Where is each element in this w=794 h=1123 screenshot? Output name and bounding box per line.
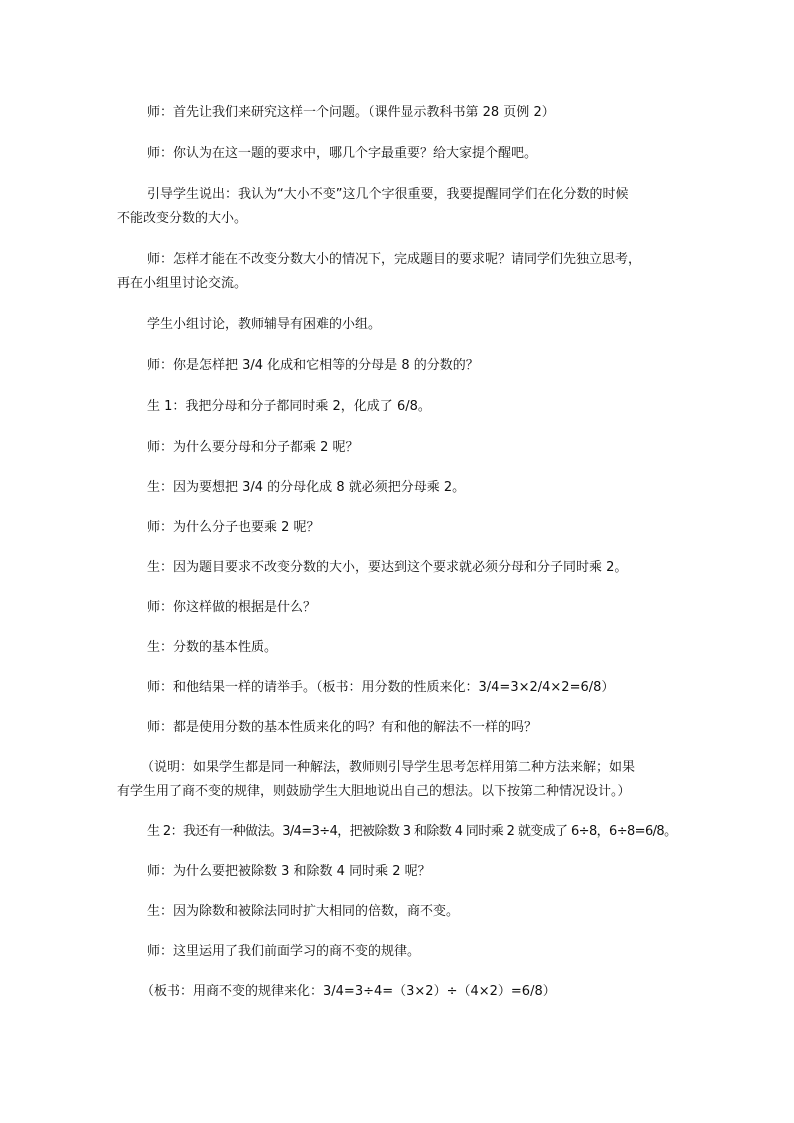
paragraph-4 bbox=[117, 248, 687, 296]
paragraph-2 bbox=[117, 142, 717, 166]
paragraph-5 bbox=[117, 313, 717, 337]
text-line: 师：为什么要把被除数 3 和除数 4 同时乘 2 呢？ bbox=[147, 864, 431, 879]
text-line: 生 1：我把分母和分子都同时乘 2，化成了 6/8。 bbox=[147, 399, 431, 414]
text-line: 师：和他结果一样的请举手。（板书：用分数的性质来化：3/4=3×2/4×2=6/8） bbox=[147, 680, 615, 695]
text-line: 师：都是使用分数的基本性质来化的吗？有和他的解法不一样的吗？ bbox=[147, 720, 538, 735]
text-line: 师：你认为在这一题的要求中，哪几个字最重要？给大家提个醒吧。 bbox=[147, 146, 538, 161]
paragraph-6 bbox=[117, 354, 717, 378]
text-line: 生：因为要想把 3/4 的分母化成 8 就必须把分母乘 2。 bbox=[147, 480, 466, 495]
text-line: 再在小组里讨论交流。 bbox=[117, 276, 248, 291]
document-page bbox=[117, 0, 687, 1123]
paragraph-8 bbox=[117, 436, 717, 460]
paragraph-18 bbox=[117, 860, 717, 884]
text-line: （板书：用商不变的规律来化：3/4=3÷4=（3×2）÷（4×2）=6/8） bbox=[141, 984, 556, 999]
text-line: 学生小组讨论，教师辅导有困难的小组。 bbox=[147, 317, 382, 332]
paragraph-14 bbox=[117, 676, 717, 700]
text-line: 师：首先让我们来研究这样一个问题。（课件显示教科书第 28 页例 2） bbox=[147, 105, 555, 120]
text-line: 有学生用了商不变的规律，则鼓励学生大胆地说出自己的想法。以下按第二种情况设计。） bbox=[117, 784, 631, 799]
text-line: 引导学生说出：我认为“大小不变”这几个字很重要，我要提醒同学们在化分数的时候 bbox=[147, 187, 629, 202]
paragraph-9 bbox=[117, 476, 717, 500]
paragraph-21 bbox=[117, 980, 711, 1004]
paragraph-20 bbox=[117, 940, 717, 964]
text-line: 生：因为除数和被除法同时扩大相同的倍数，商不变。 bbox=[147, 904, 460, 919]
text-line: 师：怎样才能在不改变分数大小的情况下，完成题目的要求呢？请同学们先独立思考， bbox=[147, 252, 642, 267]
text-line: 生：因为题目要求不改变分数的大小，要达到这个要求就必须分母和分子同时乘 2。 bbox=[147, 560, 628, 575]
text-line: 师：为什么分子也要乘 2 呢？ bbox=[147, 520, 320, 535]
text-line: 师：为什么要分母和分子都乘 2 呢？ bbox=[147, 440, 359, 455]
paragraph-17 bbox=[117, 820, 717, 844]
text-line: （说明：如果学生都是同一种解法，教师则引导学生思考怎样用第二种方法来解；如果 bbox=[141, 760, 636, 775]
paragraph-10 bbox=[117, 516, 717, 540]
paragraph-15 bbox=[117, 716, 717, 740]
paragraph-19 bbox=[117, 900, 717, 924]
paragraph-13 bbox=[117, 636, 717, 660]
paragraph-11 bbox=[117, 556, 717, 580]
paragraph-16 bbox=[117, 756, 687, 804]
text-line: 师：你这样做的根据是什么？ bbox=[147, 600, 317, 615]
paragraph-3 bbox=[117, 183, 687, 231]
paragraph-7 bbox=[117, 395, 717, 419]
text-line: 生：分数的基本性质。 bbox=[147, 640, 278, 655]
text-line: 生 2：我还有一种做法。3/4=3÷4，把被除数 3 和除数 4 同时乘 2 就变成了 6÷8，6÷8=6/8。 bbox=[147, 824, 677, 839]
text-line: 不能改变分数的大小。 bbox=[117, 211, 248, 226]
paragraph-12 bbox=[117, 596, 717, 620]
text-line: 师：这里运用了我们前面学习的商不变的规律。 bbox=[147, 944, 421, 959]
paragraph-1 bbox=[117, 101, 717, 125]
text-line: 师：你是怎样把 3/4 化成和它相等的分母是 8 的分数的？ bbox=[147, 358, 479, 373]
